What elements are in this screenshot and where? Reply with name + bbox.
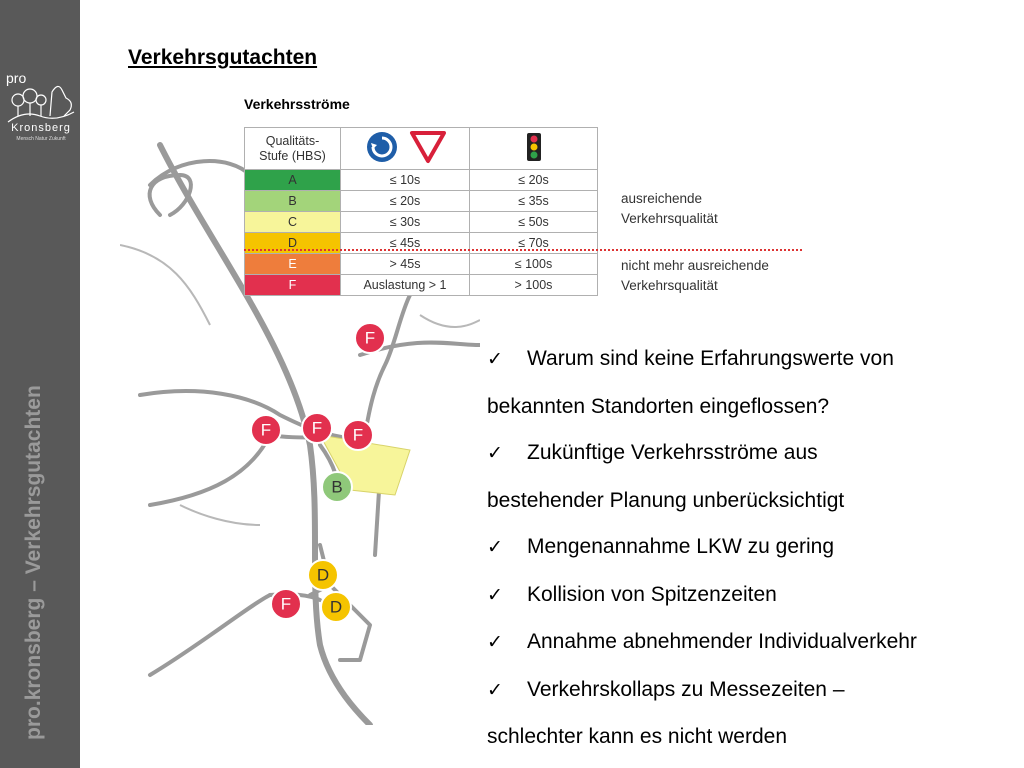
- checkmark-icon: ✓: [487, 584, 503, 606]
- delay-roundabout-cell: ≤ 10s: [341, 170, 470, 191]
- bullet-text: Zukünftige Verkehrsströme aus: [527, 441, 818, 464]
- bullet-item: [487, 619, 1017, 667]
- level-cell: B: [245, 191, 341, 212]
- note-sufficient-quality: [621, 189, 718, 229]
- checkmark-icon: ✓: [487, 537, 503, 558]
- bullet-text: Mengenannahme LKW zu gering: [527, 535, 835, 558]
- map-marker: [271, 589, 301, 619]
- bullet-item: [487, 524, 1017, 572]
- delay-roundabout-cell: ≤ 45s: [341, 233, 470, 254]
- delay-signal-cell: ≤ 35s: [470, 191, 598, 212]
- bullet-continuation: bekannten Standorten eingeflossen?: [487, 394, 830, 418]
- map-marker: [322, 472, 352, 502]
- logo-pro-text: pro: [6, 70, 27, 86]
- delay-signal-cell: ≤ 50s: [470, 212, 598, 233]
- table-header-row: [245, 128, 598, 170]
- bullet-text: Verkehrskollaps zu Messezeiten –: [527, 677, 845, 701]
- delay-signal-cell: ≤ 70s: [470, 233, 598, 254]
- logo-tagline: Mensch Natur Zukunft: [16, 136, 66, 142]
- note-sufficient-line1: ausreichende: [621, 191, 703, 206]
- vertical-slide-title: pro.kronsberg – Verkehrsgutachten: [22, 385, 45, 740]
- note-insufficient-line1: nicht mehr ausreichende: [621, 258, 769, 273]
- header-label-line2: Stufe (HBS): [259, 148, 326, 163]
- delay-roundabout-cell: Auslastung > 1: [341, 275, 470, 296]
- checkmark-icon: ✓: [487, 443, 503, 464]
- checkmark-icon: ✓: [487, 349, 503, 370]
- map-marker: [251, 415, 281, 445]
- header-label-cell: [245, 128, 341, 170]
- header-traffic-light-cell: [470, 128, 598, 170]
- bullet-text: Kollision von Spitzenzeiten: [527, 582, 777, 606]
- map-marker-label: F: [280, 594, 292, 614]
- map-marker-label: F: [352, 425, 364, 445]
- note-insufficient-line2: Verkehrsqualität: [621, 278, 718, 293]
- bullet-continuation: bestehender Planung unberücksichtigt: [487, 488, 845, 512]
- delay-signal-cell: ≤ 20s: [470, 170, 598, 191]
- bullet-text: Warum sind keine Erfahrungswerte von: [527, 347, 894, 370]
- criticism-bullet-list: [487, 336, 1017, 761]
- map-marker-label: D: [316, 565, 330, 585]
- map-marker-label: F: [260, 420, 272, 440]
- map-marker: [321, 592, 351, 622]
- table-row: [245, 275, 598, 296]
- level-cell: A: [245, 170, 341, 191]
- map-marker-label: B: [331, 477, 343, 497]
- logo-wordmark: Kronsberg: [11, 122, 71, 134]
- note-sufficient-line2: Verkehrsqualität: [621, 211, 718, 226]
- slide-heading: Verkehrsgutachten: [128, 46, 318, 69]
- bullet-item: [487, 336, 1017, 384]
- sidebar: [0, 0, 80, 768]
- quality-level-table: [244, 127, 598, 296]
- bullet-item: [487, 430, 1017, 478]
- note-insufficient-quality: [621, 256, 769, 296]
- map-marker-label: F: [364, 328, 376, 348]
- traffic-light-icon: [524, 132, 544, 162]
- header-roundabout-yield-cell: [341, 128, 470, 170]
- map-subheading: Verkehrsströme: [244, 96, 350, 112]
- checkmark-icon: ✓: [487, 679, 503, 701]
- quality-threshold-line: [244, 249, 802, 251]
- checkmark-icon: ✓: [487, 632, 503, 653]
- delay-signal-cell: > 100s: [470, 275, 598, 296]
- table-row: [245, 212, 598, 233]
- bullet-text: Annahme abnehmender Individualverkehr: [527, 630, 917, 653]
- level-cell: C: [245, 212, 341, 233]
- logo-trees-icon: [4, 76, 78, 128]
- bullet-continuation: schlechter kann es nicht werden: [487, 725, 787, 748]
- map-marker: [355, 323, 385, 353]
- delay-roundabout-cell: ≤ 30s: [341, 212, 470, 233]
- map-marker: [308, 560, 338, 590]
- roundabout-icon: [367, 132, 397, 162]
- level-cell: E: [245, 254, 341, 275]
- table-row: [245, 191, 598, 212]
- yield-sign-icon: [412, 133, 444, 161]
- table-row: [245, 254, 598, 275]
- table-row: [245, 170, 598, 191]
- level-cell: D: [245, 233, 341, 254]
- delay-roundabout-cell: > 45s: [341, 254, 470, 275]
- pro-kronsberg-logo: [4, 70, 78, 150]
- map-marker-label: F: [311, 418, 323, 438]
- delay-signal-cell: ≤ 100s: [470, 254, 598, 275]
- map-marker: [343, 420, 373, 450]
- map-marker: [302, 413, 332, 443]
- bullet-item: [487, 572, 1017, 620]
- delay-roundabout-cell: ≤ 20s: [341, 191, 470, 212]
- level-cell: F: [245, 275, 341, 296]
- map-marker-label: D: [329, 597, 343, 617]
- header-label-line1: Qualitäts-: [265, 133, 320, 148]
- bullet-item: [487, 667, 1017, 715]
